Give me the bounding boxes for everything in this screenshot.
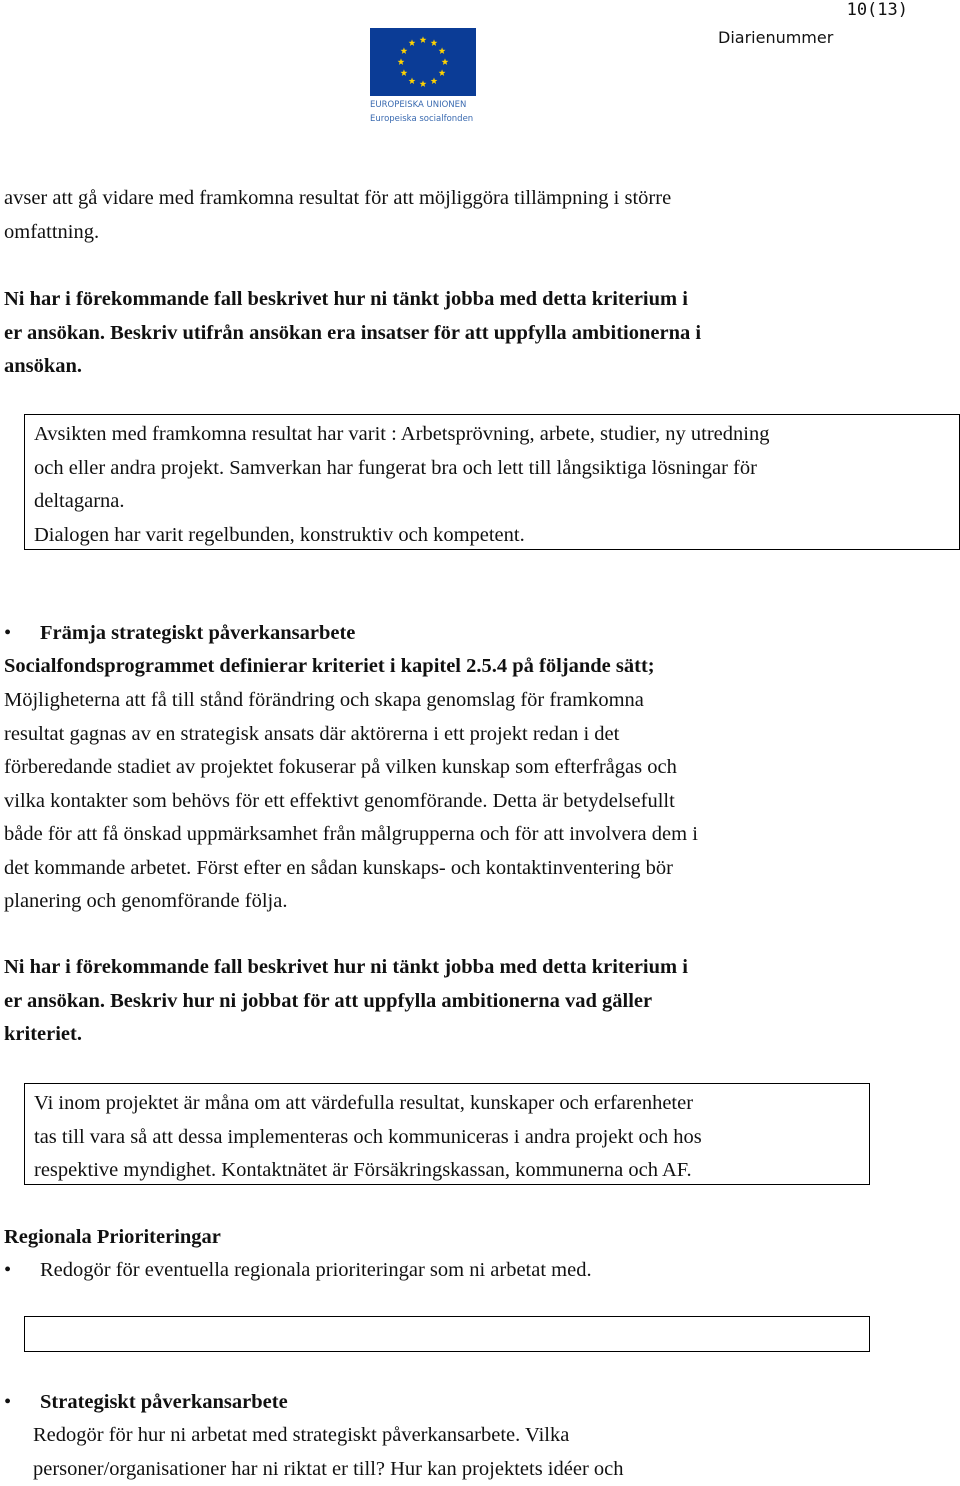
section-2-text	[4, 684, 954, 919]
question-2	[4, 951, 954, 1052]
text-line: Avsikten med framkomna resultat har varit : Arbetsprövning, arbete, studier, ny utredning	[34, 423, 770, 445]
text-line: och eller andra projekt. Samverkan har fungerat bra och lett till långsiktiga lösningar för	[34, 456, 757, 479]
text-line: ansökan.	[4, 355, 83, 377]
bullet-icon: •	[4, 622, 12, 644]
section-2-bullet	[4, 617, 355, 651]
text-line: det kommande arbetet. Först efter en sådan kunskaps- och kontaktinventering bör	[4, 856, 673, 879]
text-line: er ansökan. Beskriv utifrån ansökan era insatser för att uppfylla ambitionerna i	[4, 321, 702, 344]
answer-box-2[interactable]	[24, 1083, 870, 1185]
text-line: resultat gagnas av en strategisk ansats där aktörerna i ett projekt redan i det	[4, 722, 620, 745]
regional-bullet	[4, 1254, 592, 1288]
logo-caption-line1: EUROPEISKA UNIONEN	[370, 100, 467, 110]
intro-paragraph	[4, 182, 954, 249]
text-line: Vi inom projektet är måna om att värdefulla resultat, kunskaper och erfarenheter	[34, 1092, 694, 1114]
text-line: Dialogen har varit regelbunden, konstruktiv och kompetent.	[34, 523, 525, 546]
text-line: Möjligheterna att få till stånd förändring och skapa genomslag för framkomna	[4, 689, 644, 711]
strategic-text	[33, 1419, 933, 1486]
text-line: planering och genomförande följa.	[4, 890, 288, 912]
section-2-definition: Socialfondsprogrammet definierar kriteriet i kapitel 2.5.4 på följande sätt;	[4, 655, 655, 677]
strategic-heading: Strategiskt påverkansarbete	[40, 1391, 288, 1413]
text-line: förberedande stadiet av projektet fokuserar på vilken kunskap som efterfrågas och	[4, 756, 677, 778]
eu-logo	[370, 28, 476, 124]
regional-bullet-text: Redogör för eventuella regionala prioriteringar som ni arbetat med.	[40, 1259, 592, 1281]
text-line: avser att gå vidare med framkomna resultat för att möjliggöra tillämpning i större	[4, 187, 672, 209]
text-line: respektive myndighet. Kontaktnätet är Försäkringskassan, kommunerna och AF.	[34, 1159, 692, 1181]
text-line: tas till vara så att dessa implementeras och kommuniceras i andra projekt och hos	[34, 1125, 702, 1148]
diarienummer-label: Diarienummer	[718, 28, 834, 47]
logo-caption-line2: Europeiska socialfonden	[370, 114, 474, 124]
text-line: personer/organisationer har ni riktat er till? Hur kan projektets idéer och	[33, 1457, 624, 1480]
section-2-heading: Främja strategiskt påverkansarbete	[40, 622, 356, 644]
text-line: kriteriet.	[4, 1023, 82, 1045]
text-line: omfattning.	[4, 220, 100, 243]
text-line: Ni har i förekommande fall beskrivet hur ni tänkt jobba med detta kriterium i	[4, 956, 688, 978]
bullet-icon: •	[4, 1391, 12, 1413]
text-line: både för att få önskad uppmärksamhet från målgrupperna och för att involvera dem i	[4, 823, 698, 845]
page-number: 10(13)	[846, 0, 908, 20]
strategic-bullet	[4, 1386, 288, 1420]
regional-heading: Regionala Prioriteringar	[4, 1226, 221, 1248]
answer-box-1[interactable]	[24, 414, 960, 550]
text-line: Ni har i förekommande fall beskrivet hur ni tänkt jobba med detta kriterium i	[4, 288, 688, 310]
text-line: Redogör för hur ni arbetat med strategiskt påverkansarbete. Vilka	[33, 1424, 570, 1446]
regional-answer-box[interactable]	[24, 1316, 870, 1352]
text-line: vilka kontakter som behövs för ett effektivt genomförande. Detta är betydelsefullt	[4, 789, 675, 812]
question-1	[4, 283, 954, 384]
eu-flag-icon	[370, 28, 476, 96]
text-line: deltagarna.	[34, 490, 125, 512]
text-line: er ansökan. Beskriv hur ni jobbat för att uppfylla ambitionerna vad gäller	[4, 989, 653, 1012]
bullet-icon: •	[4, 1259, 12, 1281]
eu-stars-circle	[370, 28, 476, 96]
